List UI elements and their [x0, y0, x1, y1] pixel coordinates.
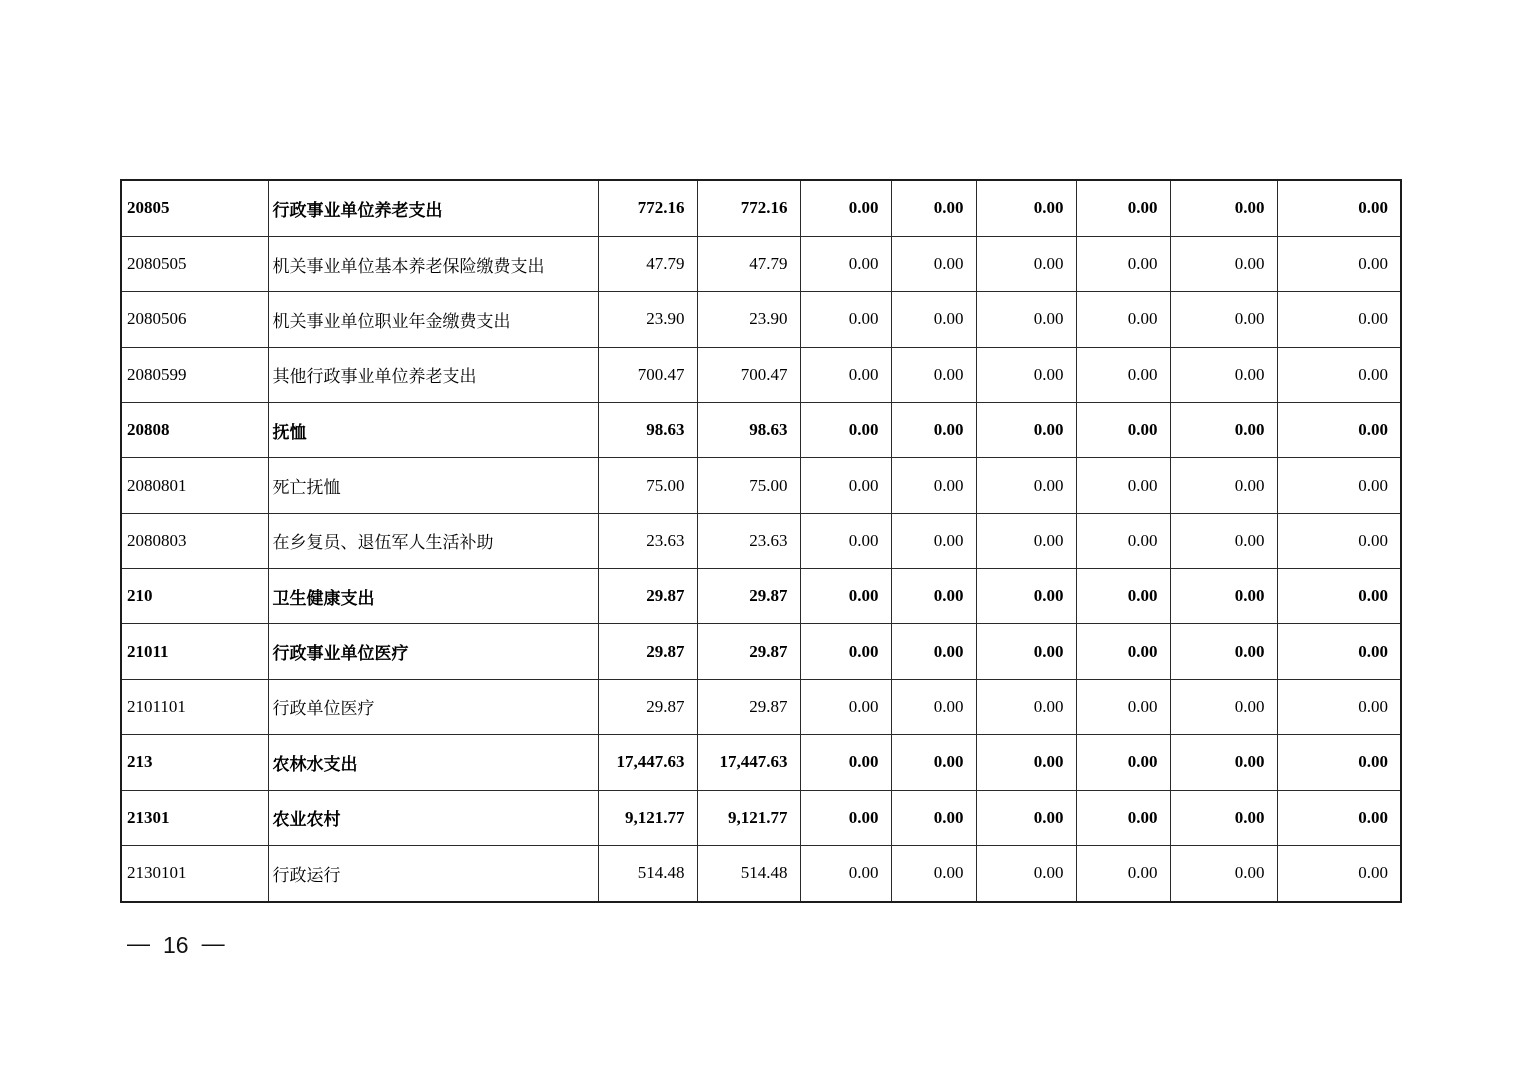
amount-cell: 98.63	[697, 403, 800, 458]
amount-cell: 0.00	[1076, 180, 1170, 236]
row-name: 行政事业单位养老支出	[268, 180, 598, 236]
amount-cell: 0.00	[1170, 790, 1277, 845]
amount-cell: 0.00	[1076, 569, 1170, 624]
amount-cell: 0.00	[1170, 845, 1277, 902]
amount-cell: 0.00	[976, 403, 1076, 458]
table-row	[121, 845, 1401, 902]
amount-cell: 0.00	[891, 458, 976, 513]
table-row	[121, 347, 1401, 402]
row-name: 死亡抚恤	[268, 458, 598, 513]
row-name: 机关事业单位基本养老保险缴费支出	[268, 236, 598, 291]
amount-cell: 0.00	[976, 845, 1076, 902]
amount-cell: 0.00	[976, 735, 1076, 790]
amount-cell: 0.00	[1170, 735, 1277, 790]
table-row	[121, 403, 1401, 458]
row-code: 2080506	[121, 292, 268, 347]
amount-cell: 0.00	[1277, 735, 1401, 790]
amount-cell: 0.00	[800, 845, 891, 902]
amount-cell: 0.00	[1277, 458, 1401, 513]
amount-cell: 0.00	[1076, 403, 1170, 458]
amount-cell: 772.16	[697, 180, 800, 236]
amount-cell: 0.00	[800, 624, 891, 679]
amount-cell: 0.00	[1076, 458, 1170, 513]
amount-cell: 0.00	[1170, 569, 1277, 624]
amount-cell: 0.00	[1170, 624, 1277, 679]
amount-cell: 0.00	[891, 236, 976, 291]
page-number: 16	[163, 932, 189, 958]
row-code: 210	[121, 569, 268, 624]
row-name: 在乡复员、退伍军人生活补助	[268, 513, 598, 568]
budget-table-container	[120, 179, 1402, 903]
amount-cell: 0.00	[976, 679, 1076, 734]
amount-cell: 29.87	[598, 679, 697, 734]
amount-cell: 0.00	[891, 569, 976, 624]
amount-cell: 17,447.63	[598, 735, 697, 790]
amount-cell: 0.00	[891, 513, 976, 568]
row-code: 2080599	[121, 347, 268, 402]
amount-cell: 0.00	[976, 347, 1076, 402]
row-code: 20808	[121, 403, 268, 458]
row-code: 21301	[121, 790, 268, 845]
row-code: 2080505	[121, 236, 268, 291]
amount-cell: 29.87	[697, 679, 800, 734]
amount-cell: 0.00	[891, 624, 976, 679]
amount-cell: 0.00	[976, 236, 1076, 291]
amount-cell: 0.00	[800, 569, 891, 624]
amount-cell: 0.00	[976, 790, 1076, 845]
amount-cell: 0.00	[891, 735, 976, 790]
amount-cell: 0.00	[1076, 735, 1170, 790]
amount-cell: 0.00	[1076, 790, 1170, 845]
row-name: 行政事业单位医疗	[268, 624, 598, 679]
amount-cell: 0.00	[976, 458, 1076, 513]
table-row	[121, 180, 1401, 236]
table-row	[121, 735, 1401, 790]
amount-cell: 0.00	[976, 624, 1076, 679]
amount-cell: 0.00	[1277, 845, 1401, 902]
amount-cell: 23.90	[598, 292, 697, 347]
amount-cell: 0.00	[1170, 513, 1277, 568]
row-name: 农林水支出	[268, 735, 598, 790]
amount-cell: 0.00	[976, 180, 1076, 236]
row-name: 其他行政事业单位养老支出	[268, 347, 598, 402]
amount-cell: 0.00	[891, 845, 976, 902]
footer-dash-left: —	[127, 930, 150, 956]
amount-cell: 0.00	[1170, 347, 1277, 402]
amount-cell: 0.00	[1076, 679, 1170, 734]
amount-cell: 47.79	[697, 236, 800, 291]
amount-cell: 0.00	[1277, 403, 1401, 458]
amount-cell: 0.00	[800, 790, 891, 845]
table-row	[121, 679, 1401, 734]
row-code: 2080803	[121, 513, 268, 568]
page-footer	[127, 932, 225, 959]
row-name: 行政运行	[268, 845, 598, 902]
amount-cell: 0.00	[1277, 513, 1401, 568]
amount-cell: 700.47	[598, 347, 697, 402]
amount-cell: 0.00	[1170, 403, 1277, 458]
amount-cell: 0.00	[891, 790, 976, 845]
amount-cell: 0.00	[891, 347, 976, 402]
amount-cell: 75.00	[598, 458, 697, 513]
budget-table-body	[121, 180, 1401, 902]
amount-cell: 0.00	[1277, 569, 1401, 624]
row-code: 2130101	[121, 845, 268, 902]
amount-cell: 0.00	[800, 347, 891, 402]
amount-cell: 0.00	[1170, 458, 1277, 513]
amount-cell: 0.00	[800, 292, 891, 347]
amount-cell: 0.00	[891, 292, 976, 347]
amount-cell: 0.00	[1277, 180, 1401, 236]
amount-cell: 17,447.63	[697, 735, 800, 790]
row-name: 抚恤	[268, 403, 598, 458]
amount-cell: 0.00	[1277, 679, 1401, 734]
amount-cell: 0.00	[800, 236, 891, 291]
amount-cell: 29.87	[598, 569, 697, 624]
amount-cell: 0.00	[1076, 845, 1170, 902]
amount-cell: 9,121.77	[598, 790, 697, 845]
amount-cell: 0.00	[1170, 180, 1277, 236]
amount-cell: 700.47	[697, 347, 800, 402]
table-row	[121, 458, 1401, 513]
amount-cell: 0.00	[1277, 790, 1401, 845]
amount-cell: 0.00	[1170, 236, 1277, 291]
row-code: 21011	[121, 624, 268, 679]
amount-cell: 0.00	[1277, 292, 1401, 347]
amount-cell: 23.63	[697, 513, 800, 568]
amount-cell: 0.00	[1170, 292, 1277, 347]
amount-cell: 75.00	[697, 458, 800, 513]
amount-cell: 0.00	[1277, 624, 1401, 679]
table-row	[121, 624, 1401, 679]
row-code: 20805	[121, 180, 268, 236]
amount-cell: 0.00	[1277, 347, 1401, 402]
amount-cell: 0.00	[976, 292, 1076, 347]
table-row	[121, 292, 1401, 347]
amount-cell: 0.00	[976, 513, 1076, 568]
amount-cell: 0.00	[800, 403, 891, 458]
row-name: 机关事业单位职业年金缴费支出	[268, 292, 598, 347]
table-row	[121, 790, 1401, 845]
amount-cell: 23.63	[598, 513, 697, 568]
amount-cell: 514.48	[697, 845, 800, 902]
table-row	[121, 236, 1401, 291]
amount-cell: 0.00	[800, 513, 891, 568]
amount-cell: 0.00	[1076, 236, 1170, 291]
amount-cell: 0.00	[1277, 236, 1401, 291]
row-code: 213	[121, 735, 268, 790]
amount-cell: 0.00	[1170, 679, 1277, 734]
table-row	[121, 569, 1401, 624]
row-code: 2080801	[121, 458, 268, 513]
amount-cell: 0.00	[800, 735, 891, 790]
amount-cell: 0.00	[800, 679, 891, 734]
amount-cell: 772.16	[598, 180, 697, 236]
amount-cell: 0.00	[891, 180, 976, 236]
amount-cell: 0.00	[1076, 513, 1170, 568]
amount-cell: 0.00	[976, 569, 1076, 624]
amount-cell: 0.00	[800, 180, 891, 236]
amount-cell: 0.00	[891, 679, 976, 734]
amount-cell: 0.00	[1076, 292, 1170, 347]
budget-table	[120, 179, 1402, 903]
amount-cell: 29.87	[697, 624, 800, 679]
amount-cell: 29.87	[598, 624, 697, 679]
amount-cell: 29.87	[697, 569, 800, 624]
amount-cell: 0.00	[1076, 347, 1170, 402]
amount-cell: 0.00	[891, 403, 976, 458]
row-code: 2101101	[121, 679, 268, 734]
footer-dash-right: —	[201, 930, 225, 956]
table-row	[121, 513, 1401, 568]
amount-cell: 514.48	[598, 845, 697, 902]
amount-cell: 23.90	[697, 292, 800, 347]
row-name: 卫生健康支出	[268, 569, 598, 624]
row-name: 行政单位医疗	[268, 679, 598, 734]
amount-cell: 98.63	[598, 403, 697, 458]
row-name: 农业农村	[268, 790, 598, 845]
amount-cell: 0.00	[800, 458, 891, 513]
amount-cell: 0.00	[1076, 624, 1170, 679]
amount-cell: 9,121.77	[697, 790, 800, 845]
amount-cell: 47.79	[598, 236, 697, 291]
